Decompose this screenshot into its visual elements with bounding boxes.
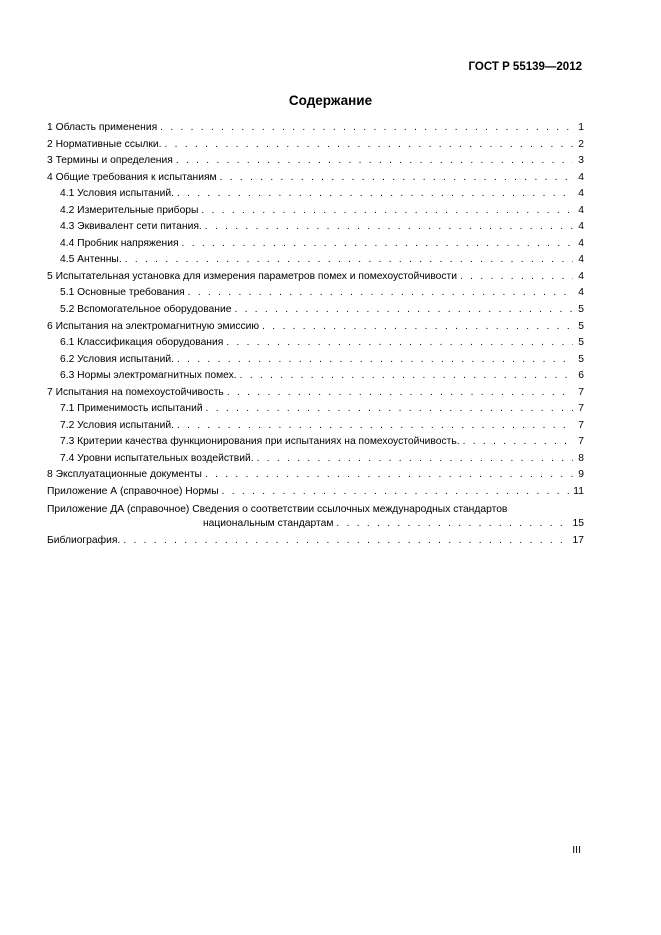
toc-entry-page: 5: [578, 353, 584, 365]
toc-leader: [160, 120, 573, 137]
toc-entry-8[interactable]: [47, 467, 584, 484]
toc-entry-page: 4: [578, 270, 584, 282]
toc-entry-page: 4: [578, 287, 584, 299]
toc-entry-page: 7: [578, 436, 584, 448]
toc-leader: [201, 203, 573, 220]
toc-entry-text: 2 Нормативные ссылки.: [47, 138, 162, 150]
toc-entry-7[interactable]: [47, 385, 584, 402]
toc-leader: [177, 352, 573, 369]
toc-entry-5-2[interactable]: [47, 302, 584, 319]
toc-entry-page: 4: [578, 204, 584, 216]
toc-entry-text: 4 Общие требования к испытаниям: [47, 171, 217, 183]
toc-entry-4[interactable]: [47, 170, 584, 187]
toc-entry-page: 11: [573, 486, 584, 498]
toc-leader: [188, 285, 573, 302]
toc-entry-text: 7 Испытания на помехоустойчивость: [47, 386, 224, 398]
toc-entry-5[interactable]: [47, 269, 584, 286]
toc-entry-page: 5: [578, 304, 584, 316]
toc-entry-text: 6.3 Нормы электромагнитных помех.: [60, 370, 237, 382]
toc-leader: [182, 236, 573, 253]
toc-entry-text-continued: национальным стандартам: [203, 517, 334, 529]
toc-entry-text: Приложение ДА (справочное) Сведения о соответствии ссылочных международных стандартов: [47, 503, 508, 515]
toc-entry-text: 4.5 Антенны.: [60, 254, 122, 266]
toc-entry-page: 17: [572, 534, 584, 546]
document-code: ГОСТ Р 55139—2012: [468, 61, 582, 73]
toc-leader: [257, 451, 573, 468]
toc-entry-text: 5.1 Основные требования: [60, 287, 185, 299]
toc-leader: [463, 434, 573, 451]
toc-entry-text: 8 Эксплуатационные документы: [47, 469, 202, 481]
toc-entry-page: 4: [578, 221, 584, 233]
toc-title: Содержание: [288, 93, 373, 108]
toc-entry-page: 7: [578, 403, 584, 415]
page-number: III: [572, 844, 581, 856]
toc-leader: [222, 484, 571, 501]
toc-leader: [176, 153, 573, 170]
toc-entry-text: 5 Испытательная установка для измерения параметров помех и помехоустойчивости: [47, 270, 458, 282]
toc-entry-text: 4.1 Условия испытаний.: [60, 188, 174, 200]
toc-entry-4-1[interactable]: [47, 186, 584, 203]
toc-entry-7-3[interactable]: [47, 434, 584, 451]
toc-entry-page: 8: [578, 452, 584, 464]
toc-entry-page: 5: [578, 320, 584, 332]
toc-entry-4-3[interactable]: [47, 219, 584, 236]
toc-entry-1[interactable]: [47, 120, 584, 137]
toc-entry-page: 4: [578, 171, 584, 183]
table-of-contents: [47, 120, 584, 549]
toc-entry-4-5[interactable]: [47, 252, 584, 269]
toc-leader: [226, 335, 573, 352]
toc-entry-page: 1: [578, 122, 584, 133]
toc-entry-text: 4.2 Измерительные приборы: [60, 204, 199, 216]
toc-entry-7-1[interactable]: [47, 401, 584, 418]
toc-leader: [205, 219, 573, 236]
toc-entry-page: 2: [578, 138, 584, 150]
toc-entry-6-2[interactable]: [47, 352, 584, 369]
toc-entry-page: 5: [578, 337, 584, 349]
toc-leader: [206, 401, 573, 418]
toc-entry-page: 7: [578, 419, 584, 431]
toc-entry-text: 7.2 Условия испытаний.: [60, 419, 174, 431]
toc-leader: [336, 517, 569, 531]
toc-leader: [460, 269, 573, 286]
toc-entry-text: 6 Испытания на электромагнитную эмиссию: [47, 320, 260, 332]
toc-entry-text: 7.1 Применимость испытаний: [60, 403, 203, 415]
toc-leader: [125, 252, 573, 269]
toc-entry-7-4[interactable]: [47, 451, 584, 468]
toc-leader: [177, 418, 573, 435]
toc-entry-text: 7.4 Уровни испытательных воздействий.: [60, 452, 254, 464]
toc-leader: [205, 467, 573, 484]
toc-entry-text: 7.3 Критерии качества функционирования при испытаниях на помехоустойчивость.: [60, 436, 460, 448]
toc-entry-5-1[interactable]: [47, 285, 584, 302]
toc-entry-page: 3: [578, 155, 584, 167]
toc-leader: [262, 319, 573, 336]
toc-entry-page: 7: [578, 386, 584, 398]
toc-leader: [220, 170, 573, 187]
toc-entry-2[interactable]: [47, 137, 584, 154]
toc-entry-6-1[interactable]: [47, 335, 584, 352]
toc-entry-appendix-a[interactable]: [47, 484, 584, 501]
toc-leader: [165, 137, 574, 154]
toc-entry-page: 4: [578, 237, 584, 249]
toc-entry-text: Библиография.: [47, 534, 121, 546]
toc-entry-text: 1 Область применения: [47, 122, 158, 133]
toc-entry-text: 4.3 Эквивалент сети питания.: [60, 221, 202, 233]
toc-leader: [240, 368, 573, 385]
toc-entry-bibliography[interactable]: [47, 533, 584, 550]
toc-entry-text: 5.2 Вспомогательное оборудование: [60, 304, 232, 316]
toc-entry-6-3[interactable]: [47, 368, 584, 385]
toc-entry-text: 4.4 Пробник напряжения: [60, 237, 179, 249]
toc-entry-page: 4: [578, 254, 584, 266]
toc-entry-4-2[interactable]: [47, 203, 584, 220]
toc-entry-appendix-da[interactable]: [47, 503, 584, 531]
toc-entry-4-4[interactable]: [47, 236, 584, 253]
toc-entry-continuation: [47, 517, 584, 531]
toc-entry-6[interactable]: [47, 319, 584, 336]
toc-leader: [123, 533, 569, 550]
toc-entry-text: Приложение А (справочное) Нормы: [47, 486, 219, 498]
toc-leader: [234, 302, 573, 319]
toc-entry-text: 6.2 Условия испытаний.: [60, 353, 174, 365]
toc-entry-page: 6: [578, 370, 584, 382]
toc-entry-page: 15: [572, 517, 584, 529]
toc-entry-page: 4: [578, 188, 584, 200]
toc-entry-3[interactable]: [47, 153, 584, 170]
toc-entry-page: 9: [578, 469, 584, 481]
toc-entry-7-2[interactable]: [47, 418, 584, 435]
toc-entry-text: 3 Термины и определения: [47, 155, 173, 167]
toc-leader: [227, 385, 573, 402]
toc-entry-text: 6.1 Классификация оборудования: [60, 337, 224, 349]
toc-leader: [177, 186, 573, 203]
